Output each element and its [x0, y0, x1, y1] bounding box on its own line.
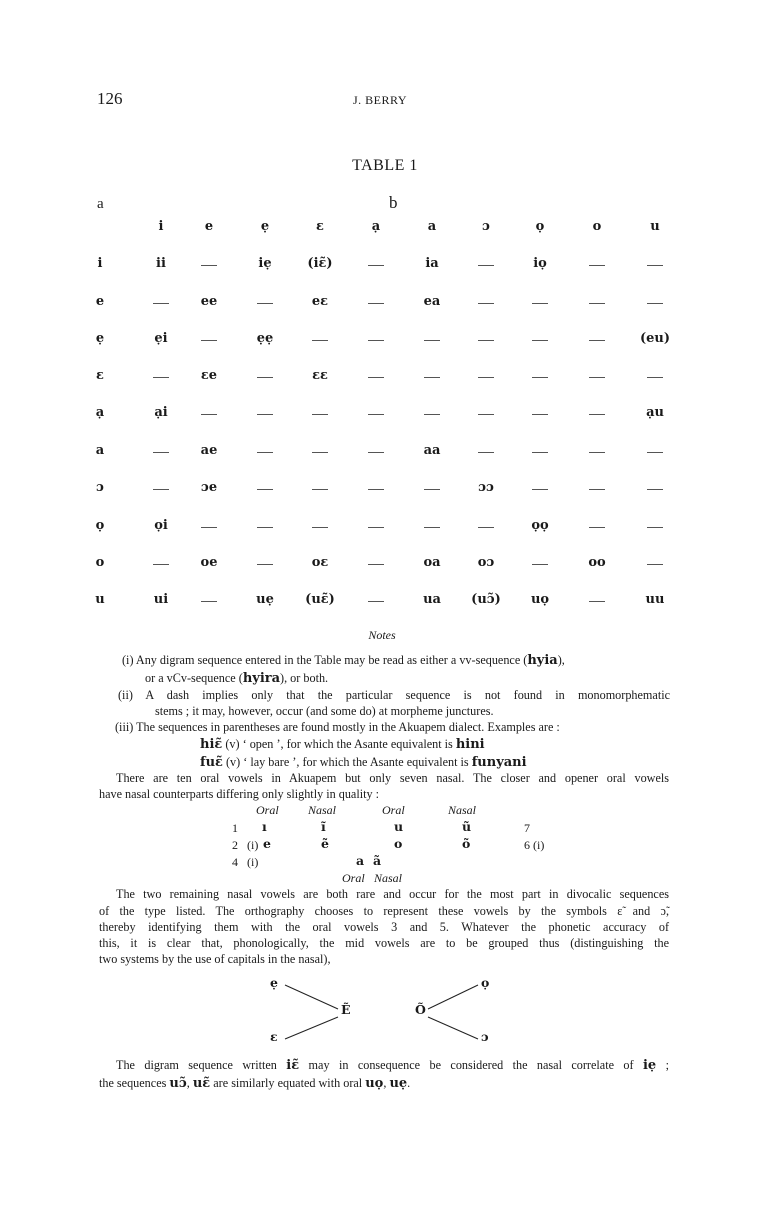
table-cell-dash: [424, 340, 440, 341]
table-cell-dash: [201, 340, 217, 341]
row-header: i: [97, 256, 103, 271]
table-cell-dash: [647, 265, 663, 266]
table-cell-dash: [478, 303, 494, 304]
table-cell: uọ: [530, 592, 550, 607]
para3-line2: the sequences uɔ̃, uɛ̃ are similarly equated with oral uọ, uẹ.: [99, 1076, 411, 1091]
table-cell-dash: [312, 452, 328, 453]
table-cell: ea: [423, 294, 441, 309]
diagram-right-top: ọ: [481, 975, 490, 990]
table-cell-dash: [532, 340, 548, 341]
para2-line3: thereby identifying them with the oral vowels 3 and 5. Whatever the phonetic accuracy of: [99, 920, 669, 934]
vt-r1-num: 1: [232, 821, 238, 835]
table-cell-dash: [478, 340, 494, 341]
table-cell-dash: [478, 414, 494, 415]
vt-r3-oral: a: [356, 853, 365, 868]
table-cell-dash: [589, 303, 605, 304]
table-cell-dash: [201, 414, 217, 415]
vt-r1-oral1: ı: [262, 819, 267, 834]
vt-footer-oral: Oral: [342, 871, 365, 885]
table-cell-dash: [312, 340, 328, 341]
table-cell: ẹẹ: [256, 331, 274, 346]
table-cell-dash: [424, 414, 440, 415]
column-header: ɛ: [316, 219, 324, 234]
table-cell-dash: [257, 489, 273, 490]
table-cell-dash: [153, 303, 169, 304]
table-cell: oɛ: [311, 555, 329, 570]
para2-line5: two systems by the use of capitals in the nasal),: [99, 952, 331, 966]
table-cell-dash: [532, 564, 548, 565]
running-head: J. BERRY: [352, 93, 407, 107]
vt-header-oral1: Oral: [256, 803, 279, 817]
table-cell-dash: [257, 564, 273, 565]
table-cell-dash: [589, 377, 605, 378]
example-hie: hiɛ̃ (v) ‘ open ’, for which the Asante equivalent is hini: [200, 737, 485, 752]
table-cell: iẹ: [258, 256, 272, 271]
table-cell: uẹ: [256, 592, 274, 607]
column-header: ɔ: [482, 219, 490, 234]
table-cell-dash: [647, 303, 663, 304]
column-header: u: [650, 219, 660, 234]
table-cell-dash: [368, 303, 384, 304]
vt-r3-nasal: ã: [373, 853, 382, 868]
vt-r2-oral1: e: [263, 836, 271, 851]
table-cell-dash: [589, 489, 605, 490]
table-cell-dash: [478, 265, 494, 266]
table-cell: oo: [588, 555, 606, 570]
table-cell-dash: [647, 489, 663, 490]
note-i-number: (i): [122, 653, 134, 667]
diagram-left-top: ẹ: [270, 975, 278, 990]
vt-header-nasal1: Nasal: [308, 803, 337, 817]
table-cell: aa: [423, 443, 441, 458]
table-cell: ại: [154, 405, 168, 420]
table-cell-dash: [257, 377, 273, 378]
vt-r2-num2: 6 (i): [524, 838, 545, 852]
table-cell: iọ: [533, 256, 547, 271]
vt-r3-num: 4: [232, 855, 238, 869]
table-cell-dash: [478, 452, 494, 453]
vt-r1-oral2: u: [394, 819, 404, 834]
table-cell-dash: [257, 452, 273, 453]
mid-vowel-grouping-diagram: [240, 965, 520, 1055]
table-cell-dash: [312, 527, 328, 528]
example-fue: fuɛ̃ (v) ‘ lay bare ’, for which the Asante equivalent is funyani: [200, 755, 527, 770]
table-title: TABLE 1: [352, 157, 418, 174]
note-iii-line1: (iii) The sequences in parentheses are found mostly in the Akuapem dialect. Examples are :: [115, 720, 560, 734]
table-cell: ua: [423, 592, 441, 607]
row-header: ạ: [95, 405, 105, 420]
table-cell-dash: [424, 377, 440, 378]
table-cell-dash: [647, 452, 663, 453]
table-cell-dash: [532, 303, 548, 304]
para2-line2: of the type listed. The orthography chooses to represent these vowels by the symbols ɛ̃ and ɔ̃,: [99, 904, 669, 918]
row-header: e: [95, 294, 105, 309]
table-cell-dash: [368, 414, 384, 415]
row-header: o: [95, 555, 105, 570]
table-cell-dash: [478, 377, 494, 378]
table-cell-dash: [589, 340, 605, 341]
note-i-line1: (i) Any digram sequence entered in the Table may be read as either a vv-sequence (hyia),: [122, 653, 565, 668]
table-cell: ɛe: [200, 368, 218, 383]
note-i-line2: or a vCv-sequence (hyira), or both.: [145, 671, 329, 686]
table-cell: ee: [200, 294, 218, 309]
table-cell: ọọ: [531, 518, 549, 533]
column-header: i: [158, 219, 164, 234]
table-cell-dash: [424, 489, 440, 490]
table-axis-label-a: a: [97, 196, 104, 212]
table-cell-dash: [589, 265, 605, 266]
table-cell-dash: [201, 265, 217, 266]
vt-header-nasal2: Nasal: [448, 803, 477, 817]
table-cell-dash: [368, 601, 384, 602]
diagram-left-bottom: ɛ: [270, 1029, 278, 1044]
table-cell: ɛɛ: [312, 368, 328, 383]
vt-r2-nasal1: ẽ: [321, 836, 329, 851]
table-cell: oɔ: [477, 555, 495, 570]
page-number: 126: [97, 89, 123, 108]
table-cell-dash: [153, 564, 169, 565]
table-cell-dash: [257, 303, 273, 304]
table-cell-dash: [647, 377, 663, 378]
diagram-right-bottom: ɔ: [481, 1029, 489, 1044]
table-cell-dash: [368, 564, 384, 565]
table-cell-dash: [589, 452, 605, 453]
vt-r2-nasal2: õ: [462, 836, 471, 851]
table-cell-dash: [312, 414, 328, 415]
table-cell: ɔɔ: [478, 480, 494, 495]
table-cell-dash: [424, 527, 440, 528]
table-cell: ui: [153, 592, 169, 607]
table-cell-dash: [368, 452, 384, 453]
table-cell-dash: [532, 414, 548, 415]
para1-line1: There are ten oral vowels in Akuapem but only seven nasal. The closer and opener oral vowels: [116, 771, 669, 785]
table-cell-dash: [368, 489, 384, 490]
column-header: ọ: [535, 219, 545, 234]
example-hyia: hyia: [527, 653, 558, 668]
table-cell: ii: [156, 256, 166, 271]
table-cell-dash: [532, 489, 548, 490]
table-cell-dash: [368, 265, 384, 266]
table-cell: oa: [423, 555, 441, 570]
vt-r2-pre: (i): [247, 838, 259, 852]
note-ii-line2: stems ; it may, however, occur (and some do) at morpheme junctures.: [155, 704, 494, 718]
row-header: ọ: [95, 518, 105, 533]
table-cell-dash: [647, 527, 663, 528]
table-cell: uu: [645, 592, 665, 607]
row-header: a: [95, 443, 105, 458]
vt-r1-num2: 7: [524, 821, 530, 835]
vt-r1-nasal2: ũ: [462, 819, 472, 834]
table-cell-dash: [312, 489, 328, 490]
notes-title: Notes: [368, 628, 396, 642]
example-hyira: hyira: [242, 671, 281, 686]
column-header: ạ: [371, 219, 381, 234]
table-cell-dash: [368, 340, 384, 341]
note-iii-number: (iii): [115, 720, 134, 734]
table-cell-dash: [257, 527, 273, 528]
table-cell-dash: [153, 377, 169, 378]
table-cell: eɛ: [311, 294, 329, 309]
vt-r1-nasal1: ĩ: [321, 819, 326, 834]
table-cell: (eu): [639, 331, 671, 346]
table-axis-label-b: b: [389, 193, 398, 212]
vt-footer-nasal: Nasal: [374, 871, 403, 885]
para1-line2: have nasal counterparts differing only slightly in quality :: [99, 787, 380, 801]
para2-line1: The two remaining nasal vowels are both rare and occur for the most part in divocalic sequences: [116, 887, 669, 901]
table-cell-dash: [532, 452, 548, 453]
table-cell: ạu: [646, 405, 664, 420]
table-cell-dash: [589, 414, 605, 415]
vt-header-oral2: Oral: [382, 803, 405, 817]
table-cell-dash: [368, 527, 384, 528]
table-cell-dash: [589, 527, 605, 528]
vt-r2-num: 2: [232, 838, 238, 852]
table-cell: ia: [425, 256, 439, 271]
row-header: u: [95, 592, 105, 607]
table-cell: (uɛ̃): [305, 592, 335, 607]
table-cell-dash: [153, 452, 169, 453]
table-cell-dash: [201, 527, 217, 528]
table-cell-dash: [201, 601, 217, 602]
column-header: e: [204, 219, 214, 234]
row-header: ẹ: [95, 331, 105, 346]
note-ii-line1: (ii) A dash implies only that the particular sequence is not found in monomorphematic: [118, 688, 671, 702]
table-cell-dash: [589, 601, 605, 602]
table-cell-dash: [368, 377, 384, 378]
para3-line1: The digram sequence written iɛ̃ may in consequence be considered the nasal correlate of iẹ ;: [116, 1058, 669, 1073]
table-cell-dash: [532, 377, 548, 378]
column-header: o: [592, 219, 602, 234]
table-cell-dash: [647, 564, 663, 565]
diagram-left-nasal: Ẽ: [341, 1002, 351, 1017]
table-cell: oe: [200, 555, 218, 570]
table-cell: ɔe: [200, 480, 218, 495]
column-header: ẹ: [260, 219, 270, 234]
table-cell: ae: [200, 443, 218, 458]
table-cell-dash: [257, 414, 273, 415]
table-cell-dash: [478, 527, 494, 528]
table-cell: (iɛ̃): [307, 256, 333, 271]
row-header: ɔ: [96, 480, 104, 495]
column-header: a: [427, 219, 437, 234]
table-cell: ọi: [154, 518, 168, 533]
diagram-right-nasal: Õ: [415, 1002, 426, 1017]
row-header: ɛ: [96, 368, 104, 383]
para2-line4: this, it is clear that, phonologically, the mid vowels are to be grouped thus (distinguishing the: [99, 936, 669, 950]
vt-r2-oral2: o: [394, 836, 403, 851]
table-cell-dash: [153, 489, 169, 490]
vt-r3-pre: (i): [247, 855, 259, 869]
table-cell: ẹi: [154, 331, 168, 346]
table-cell: (uɔ̃): [471, 592, 501, 607]
note-ii-number: (ii): [118, 688, 133, 702]
